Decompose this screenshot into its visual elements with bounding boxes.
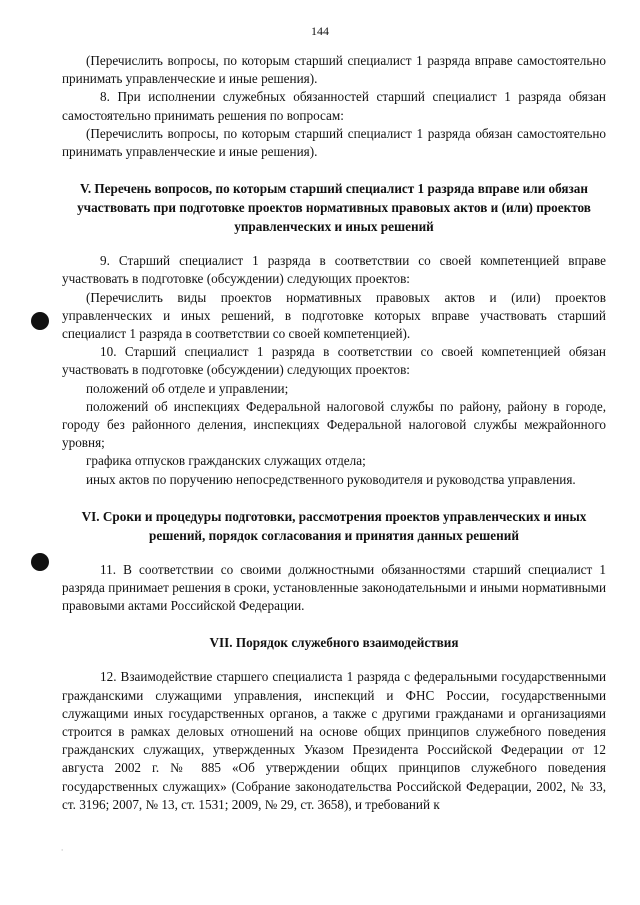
- section-heading: VI. Сроки и процедуры подготовки, рассмотрения проектов управленческих и иных решений, порядок согласования и принятия данных решений: [81, 508, 587, 543]
- list-item: иных актов по поручению непосредственного руководителя и руководства управления.: [86, 471, 576, 487]
- list-item: графика отпусков гражданских служащих отдела;: [86, 453, 366, 469]
- page-number: 144: [311, 24, 329, 38]
- list-item: положений об отделе и управлении;: [86, 380, 289, 396]
- hole-punch-mark: [31, 312, 49, 330]
- paragraph: (Перечислить вопросы, по которым старший специалист 1 разряда вправе самостоятельно принимать управленческие и иные решения).: [62, 53, 606, 87]
- footer-stamp-line: ': [60, 848, 65, 856]
- document-body: [62, 52, 606, 814]
- paragraph: 8. При исполнении служебных обязанностей старший специалист 1 разряда обязан самостоятельно принимать решения по вопросам:: [62, 89, 606, 123]
- paragraph: 10. Старший специалист 1 разряда в соответствии со своей компетенцией обязан участвовать в подготовке (обсуждении) следующих проектов:: [62, 344, 606, 378]
- paragraph: (Перечислить виды проектов нормативных правовых актов и (или) проектов управленческих и иных решений, в подготовке которых вправе участвовать старший специалист 1 разряда в соответствии со своей компетенцией).: [62, 289, 606, 342]
- hole-punch-mark: [31, 553, 49, 571]
- paragraph: 9. Старший специалист 1 разряда в соответствии со своей компетенцией вправе участвовать в подготовке (обсуждении) следующих проектов:: [62, 253, 606, 287]
- paragraph: 12. Взаимодействие старшего специалиста 1 разряда с федеральными государственными гражданскими служащими управления, инспекций и ФНС России, государственными служащими иных государственных органов, а также с другими гражданами и организациями строится в рамках деловых отношений на основе общих принципов служебного поведения гражданских служащих, утвержденных Указом Президента Российской Федерации от 12 августа 2002 г. № 885 «Об утверждении общих принципов служебного поведения государственных служащих» (Собрание законодательства Российской Федерации, 2002, № 33, ст. 3196; 2007, № 13, ст. 1531; 2009, № 29, ст. 3658), и требований к: [62, 669, 606, 812]
- section-heading: VII. Порядок служебного взаимодействия: [209, 635, 459, 651]
- list-item: положений об инспекциях Федеральной налоговой службы по району, району в городе, городу без районного деления, инспекциях Федеральной налоговой службы межрайонного уровня;: [62, 398, 606, 451]
- paragraph: (Перечислить вопросы, по которым старший специалист 1 разряда обязан самостоятельно принимать управленческие и иные решения).: [62, 125, 606, 160]
- paragraph: 11. В соответствии со своими должностными обязанностями старший специалист 1 разряда принимает решения в сроки, установленные законодательными и иными нормативными правовыми актами Российской Федерации.: [62, 561, 606, 614]
- section-heading: V. Перечень вопросов, по которым старший специалист 1 разряда вправе или обязан участвовать при подготовке проектов нормативных правовых актов и (или) проектов управленческих и иных решений: [77, 181, 591, 235]
